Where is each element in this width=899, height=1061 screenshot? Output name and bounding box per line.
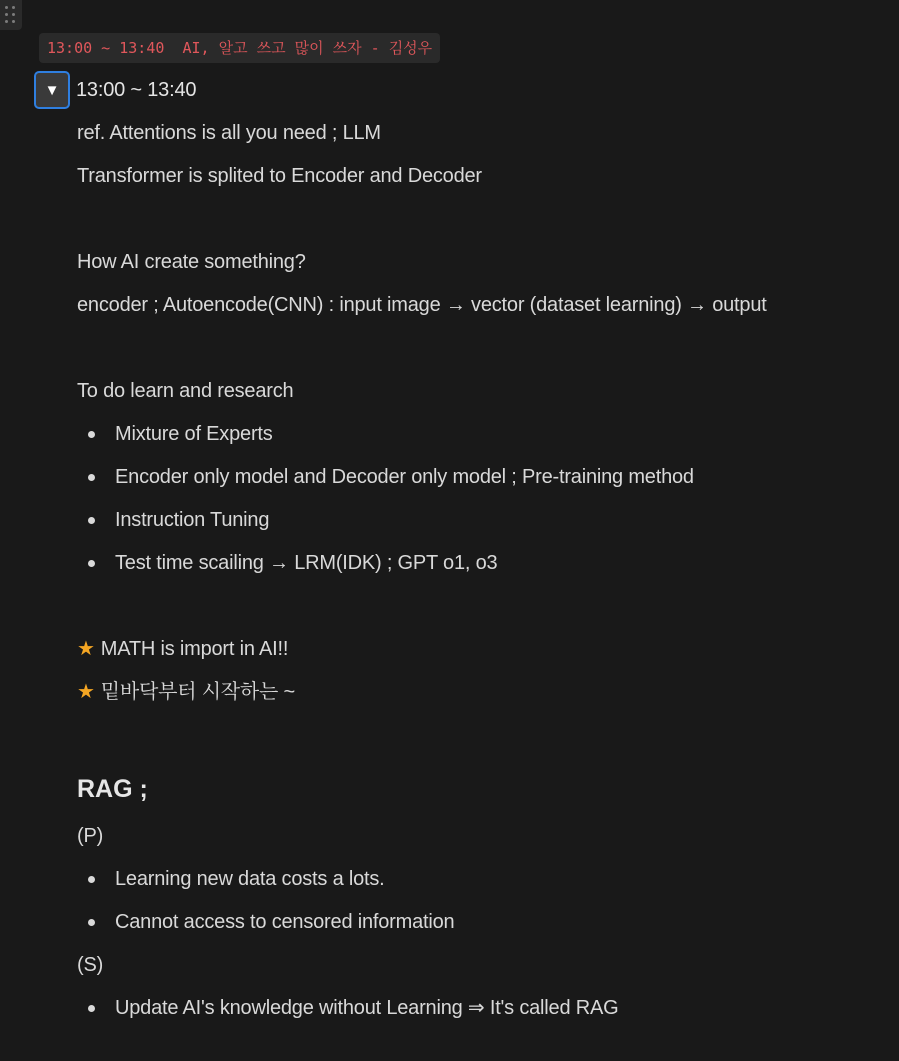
bullet-icon: [88, 1005, 95, 1012]
drag-handle-icon[interactable]: [0, 0, 22, 30]
list-item: [77, 456, 877, 499]
list-item: [77, 542, 877, 585]
bullet-icon: [88, 474, 95, 481]
bullet-icon: [88, 919, 95, 926]
list-item: [77, 413, 877, 456]
bullet-icon: [88, 560, 95, 567]
star-line-math: [77, 628, 877, 671]
bullet-icon: [88, 876, 95, 883]
text-line-todo: To do learn and research: [77, 380, 294, 402]
inline-code-title: 13:00 ~ 13:40 AI, 알고 쓰고 많이 쓰자 - 김성우: [39, 33, 440, 63]
text-line-transformer: Transformer is splited to Encoder and Decoder: [77, 165, 482, 187]
triangle-down-icon[interactable]: ▼: [34, 71, 70, 109]
list-item-text: Mixture of Experts: [115, 423, 273, 445]
text-line-ref: ref. Attentions is all you need ; LLM: [77, 122, 381, 144]
list-item-text: Learning new data costs a lots.: [115, 868, 385, 890]
bullet-icon: [88, 431, 95, 438]
empty-line: [77, 327, 877, 370]
star-line-korean: [77, 671, 877, 714]
list-item: [77, 499, 877, 542]
empty-line: [77, 198, 877, 241]
rag-heading: RAG ;: [77, 775, 148, 803]
list-item: [77, 901, 877, 944]
star-line-text: 밑바닥부터 시작하는 ~: [100, 681, 296, 703]
bullet-icon: [88, 517, 95, 524]
toggle-content: [77, 112, 877, 1030]
empty-line: [77, 585, 877, 628]
toggle-label[interactable]: 13:00 ~ 13:40: [76, 78, 197, 101]
list-item: [77, 987, 877, 1030]
list-item-text: Encoder only model and Decoder only model ; Pre-training method: [115, 466, 694, 488]
problem-label: (P): [77, 825, 104, 847]
text-line-how-ai: How AI create something?: [77, 251, 306, 273]
list-item: [77, 858, 877, 901]
star-icon: ★: [77, 638, 95, 660]
list-item-text: Cannot access to censored information: [115, 911, 455, 933]
empty-line: [77, 714, 877, 757]
star-icon: ★: [77, 681, 95, 703]
text-line-encoder: encoder ; Autoencode(CNN) : input image → vector (dataset learning) → output: [77, 294, 767, 316]
list-item-text: Test time scailing → LRM(IDK) ; GPT o1, o3: [115, 552, 498, 574]
solution-label: (S): [77, 954, 104, 976]
list-item-text: Update AI's knowledge without Learning ⇒ It's called RAG: [115, 997, 619, 1019]
toggle-block: [34, 68, 196, 112]
star-line-text: MATH is import in AI!!: [100, 638, 289, 660]
list-item-text: Instruction Tuning: [115, 509, 270, 531]
